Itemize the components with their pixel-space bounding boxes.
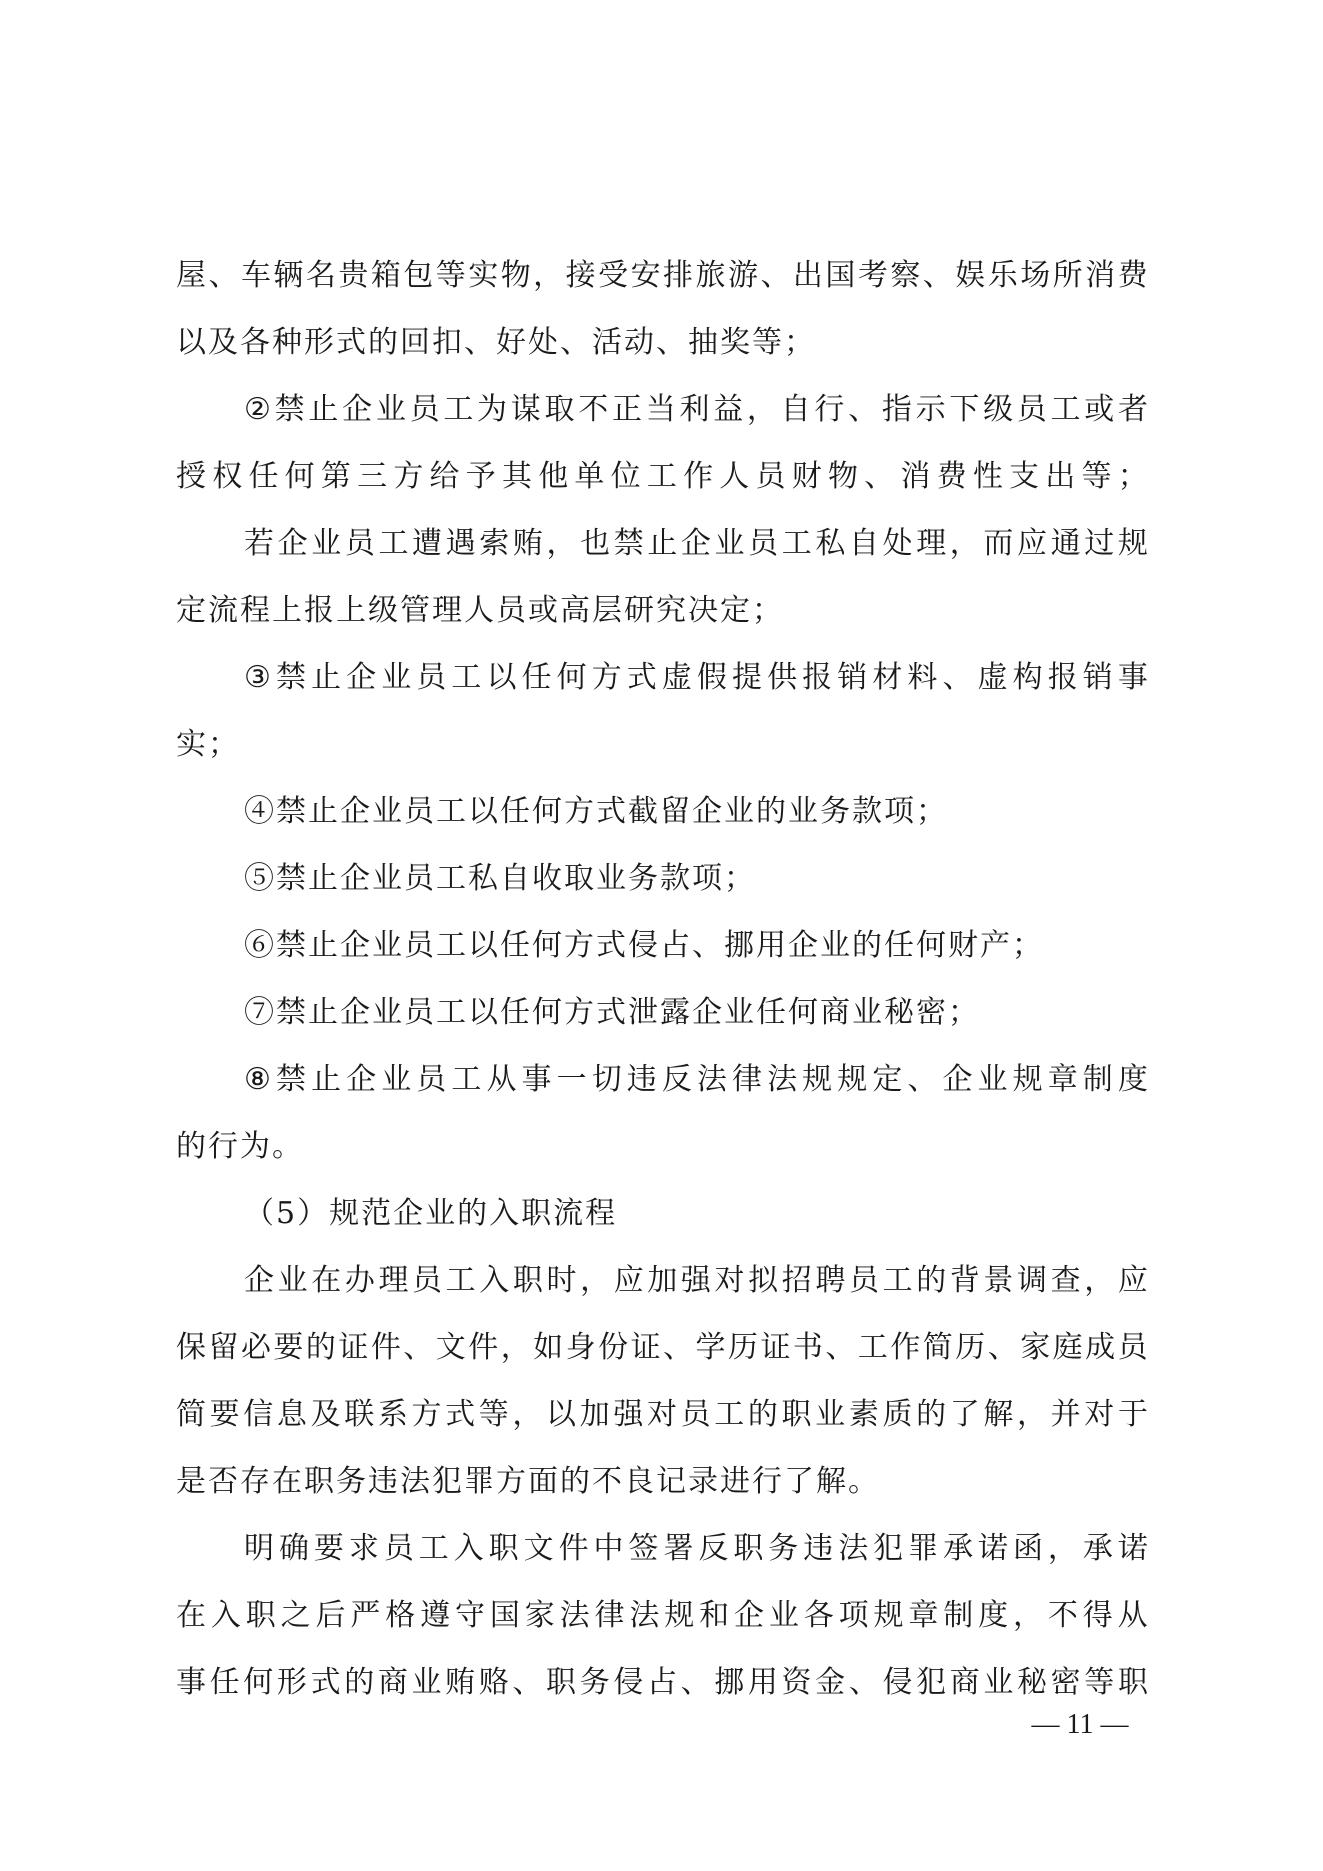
body-text [176, 242, 1148, 1716]
text-line: （5）规范企业的入职流程 [244, 1196, 618, 1231]
text-line: 是否存在职务违法犯罪方面的不良记录进行了解。 [176, 1464, 880, 1499]
text-line: 明 确 要 求 员 工 入 职 文 件 中 签 署 反 职 务 违 法 犯 罪 承 诺 函 ， 承 诺 [244, 1531, 1148, 1566]
text-line: ③ 禁 止 企 业 员 工 以 任 何 方 式 虚 假 提 供 报 销 材 料 、 虚 构 报 销 事 [244, 660, 1148, 695]
text-line: 事 任 何 形 式 的 商 业 贿 赂 、 职 务 侵 占 、 挪 用 资 金 、 侵 犯 商 业 秘 密 等 职 [176, 1665, 1148, 1700]
text-line: 的行为。 [176, 1129, 304, 1164]
text-line: 授 权 任 何 第 三 方 给 予 其 他 单 位 工 作 人 员 财 物 、 消 费 性 支 出 等 ； [176, 459, 1148, 494]
text-line: 在 入 职 之 后 严 格 遵 守 国 家 法 律 法 规 和 企 业 各 项 规 章 制 度 ， 不 得 从 [176, 1598, 1148, 1633]
text-line: ④禁止企业员工以任何方式截留企业的业务款项； [244, 794, 948, 829]
text-line: 定流程上报上级管理人员或高层研究决定； [176, 593, 784, 628]
text-line: 屋 、 车 辆 名 贵 箱 包 等 实 物 ， 接 受 安 排 旅 游 、 出 国 考 察 、 娱 乐 场 所 消 费 [176, 258, 1148, 293]
text-line: 实； [176, 727, 240, 762]
text-line: ⑧ 禁 止 企 业 员 工 从 事 一 切 违 反 法 律 法 规 规 定 、 企 业 规 章 制 度 [244, 1062, 1148, 1097]
text-line: 以及各种形式的回扣、好处、活动、抽奖等； [176, 325, 816, 360]
text-line: 保 留 必 要 的 证 件 、 文 件 ， 如 身 份 证 、 学 历 证 书 、 工 作 简 历 、 家 庭 成 员 [176, 1330, 1148, 1365]
text-line: 企 业 在 办 理 员 工 入 职 时 ， 应 加 强 对 拟 招 聘 员 工 的 背 景 调 查 ， 应 [244, 1263, 1148, 1298]
text-line: ⑦禁止企业员工以任何方式泄露企业任何商业秘密； [244, 995, 980, 1030]
text-line: ② 禁 止 企 业 员 工 为 谋 取 不 正 当 利 益 ， 自 行 、 指 示 下 级 员 工 或 者 [244, 392, 1148, 427]
text-line: 若 企 业 员 工 遭 遇 索 贿 ， 也 禁 止 企 业 员 工 私 自 处 理 ， 而 应 通 过 规 [244, 526, 1148, 561]
text-line: 简 要 信 息 及 联 系 方 式 等 ， 以 加 强 对 员 工 的 职 业 素 质 的 了 解 ， 并 对 于 [176, 1397, 1148, 1432]
text-line: ⑤禁止企业员工私自收取业务款项； [244, 861, 756, 896]
text-line: ⑥禁止企业员工以任何方式侵占、挪用企业的任何财产； [244, 928, 1044, 963]
page-number: — 11 — [1031, 1709, 1129, 1740]
